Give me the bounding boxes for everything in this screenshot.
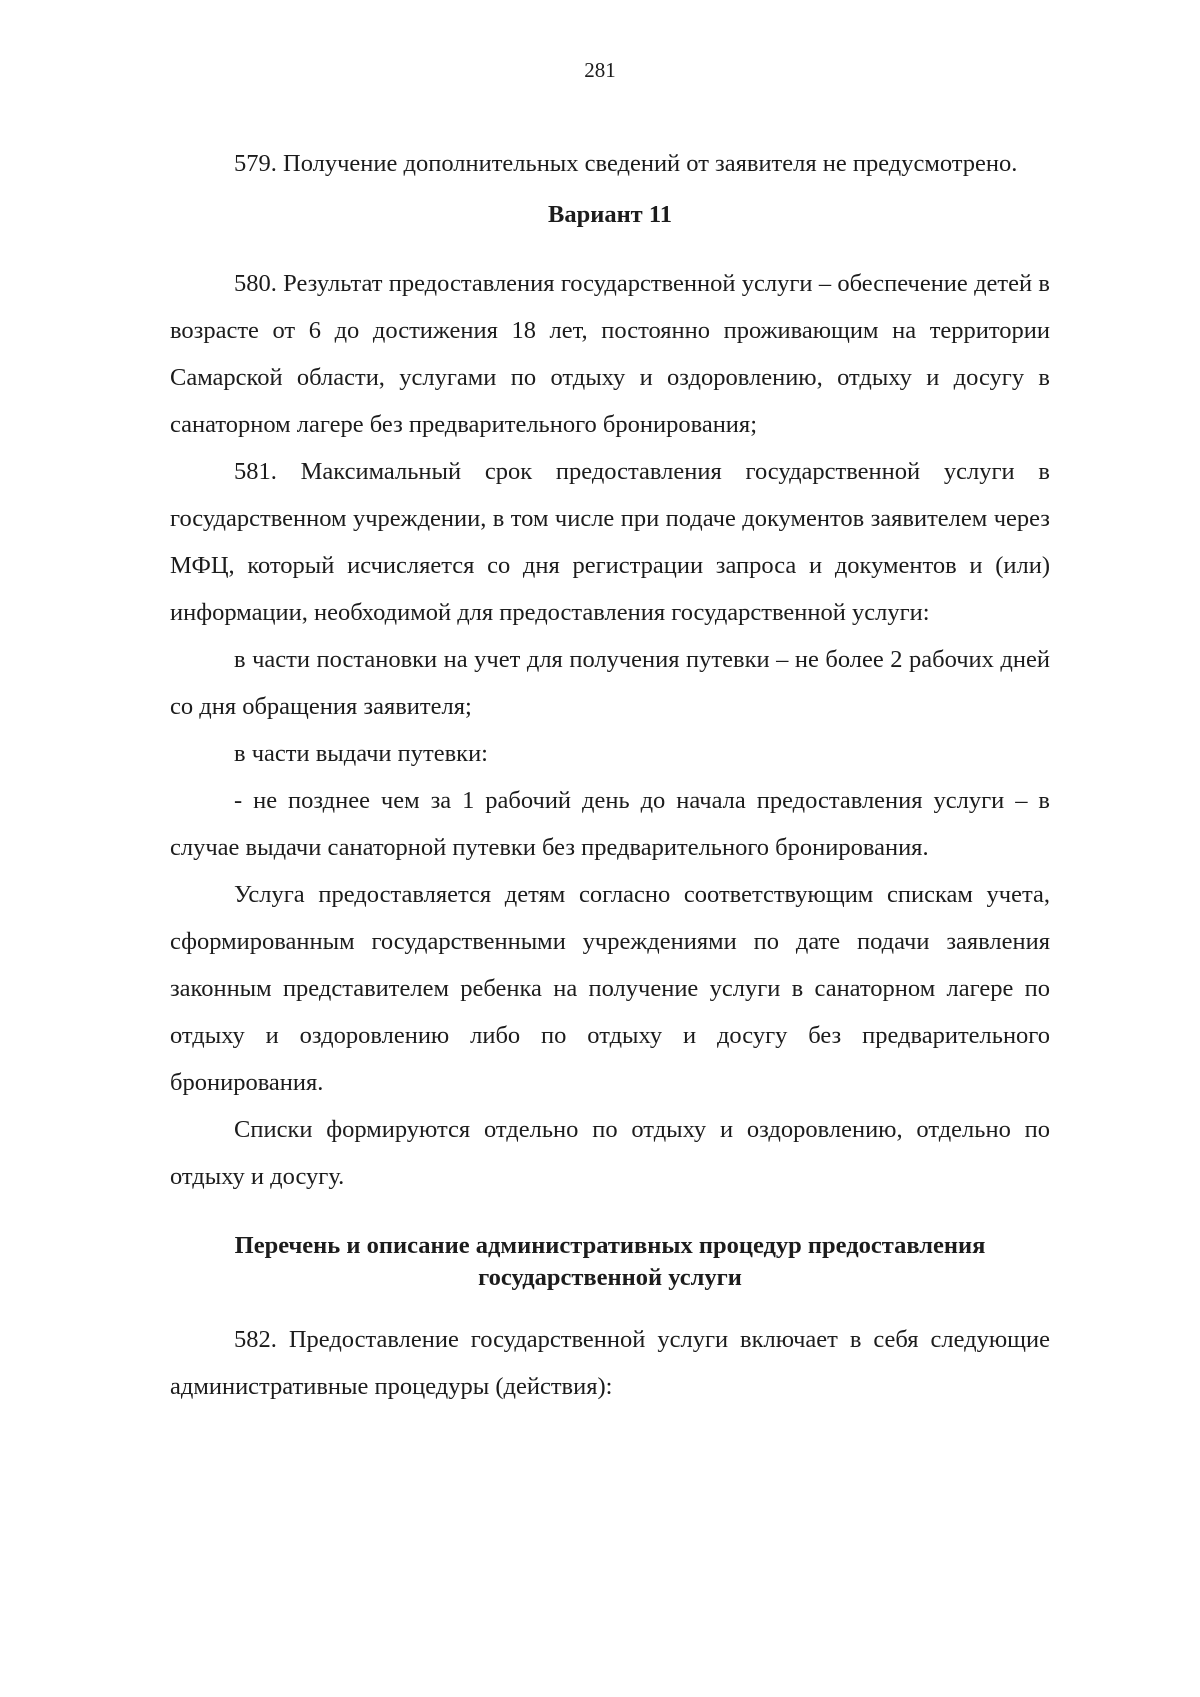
paragraph-581: 581. Максимальный срок предоставления государственной услуги в государственном учреждении, в том числе при подаче документов заявителем через МФЦ, который исчисляется со дня регистрации запроса и документов и (или) информации, необходимой для предоставления государственной услуги: bbox=[170, 458, 1050, 626]
section-heading-procedures: Перечень и описание административных процедур предоставления государственной услуги bbox=[234, 1232, 986, 1291]
document-body bbox=[170, 140, 1050, 1410]
paragraph-registration-term: в части постановки на учет для получения путевки – не более 2 рабочих дней со дня обращения заявителя; bbox=[170, 646, 1050, 720]
paragraph-voucher-deadline: - не позднее чем за 1 рабочий день до начала предоставления услуги – в случае выдачи санаторной путевки без предварительного бронирования. bbox=[170, 787, 1050, 861]
paragraph-lists-formation: Списки формируются отдельно по отдыху и оздоровлению, отдельно по отдыху и досугу. bbox=[170, 1116, 1050, 1190]
paragraph-579: 579. Получение дополнительных сведений от заявителя не предусмотрено. bbox=[234, 150, 1018, 177]
paragraph-582: 582. Предоставление государственной услуги включает в себя следующие административные процедуры (действия): bbox=[170, 1326, 1050, 1400]
paragraph-580: 580. Результат предоставления государственной услуги – обеспечение детей в возрасте от 6 до достижения 18 лет, постоянно проживающим на территории Самарской области, услугами по отдыху и оздоровлению, отдыху и досугу в санаторном лагере без предварительного бронирования; bbox=[170, 270, 1050, 438]
paragraph-service-lists: Услуга предоставляется детям согласно соответствующим спискам учета, сформированным государственными учреждениями по дате подачи заявления законным представителем ребенка на получение услуги в санаторном лагере по отдыху и оздоровлению либо по отдыху и досугу без предварительного бронирования. bbox=[170, 881, 1050, 1096]
page-number: 281 bbox=[584, 58, 616, 82]
paragraph-voucher-issue: в части выдачи путевки: bbox=[234, 740, 488, 767]
section-heading-variant: Вариант 11 bbox=[547, 201, 672, 228]
